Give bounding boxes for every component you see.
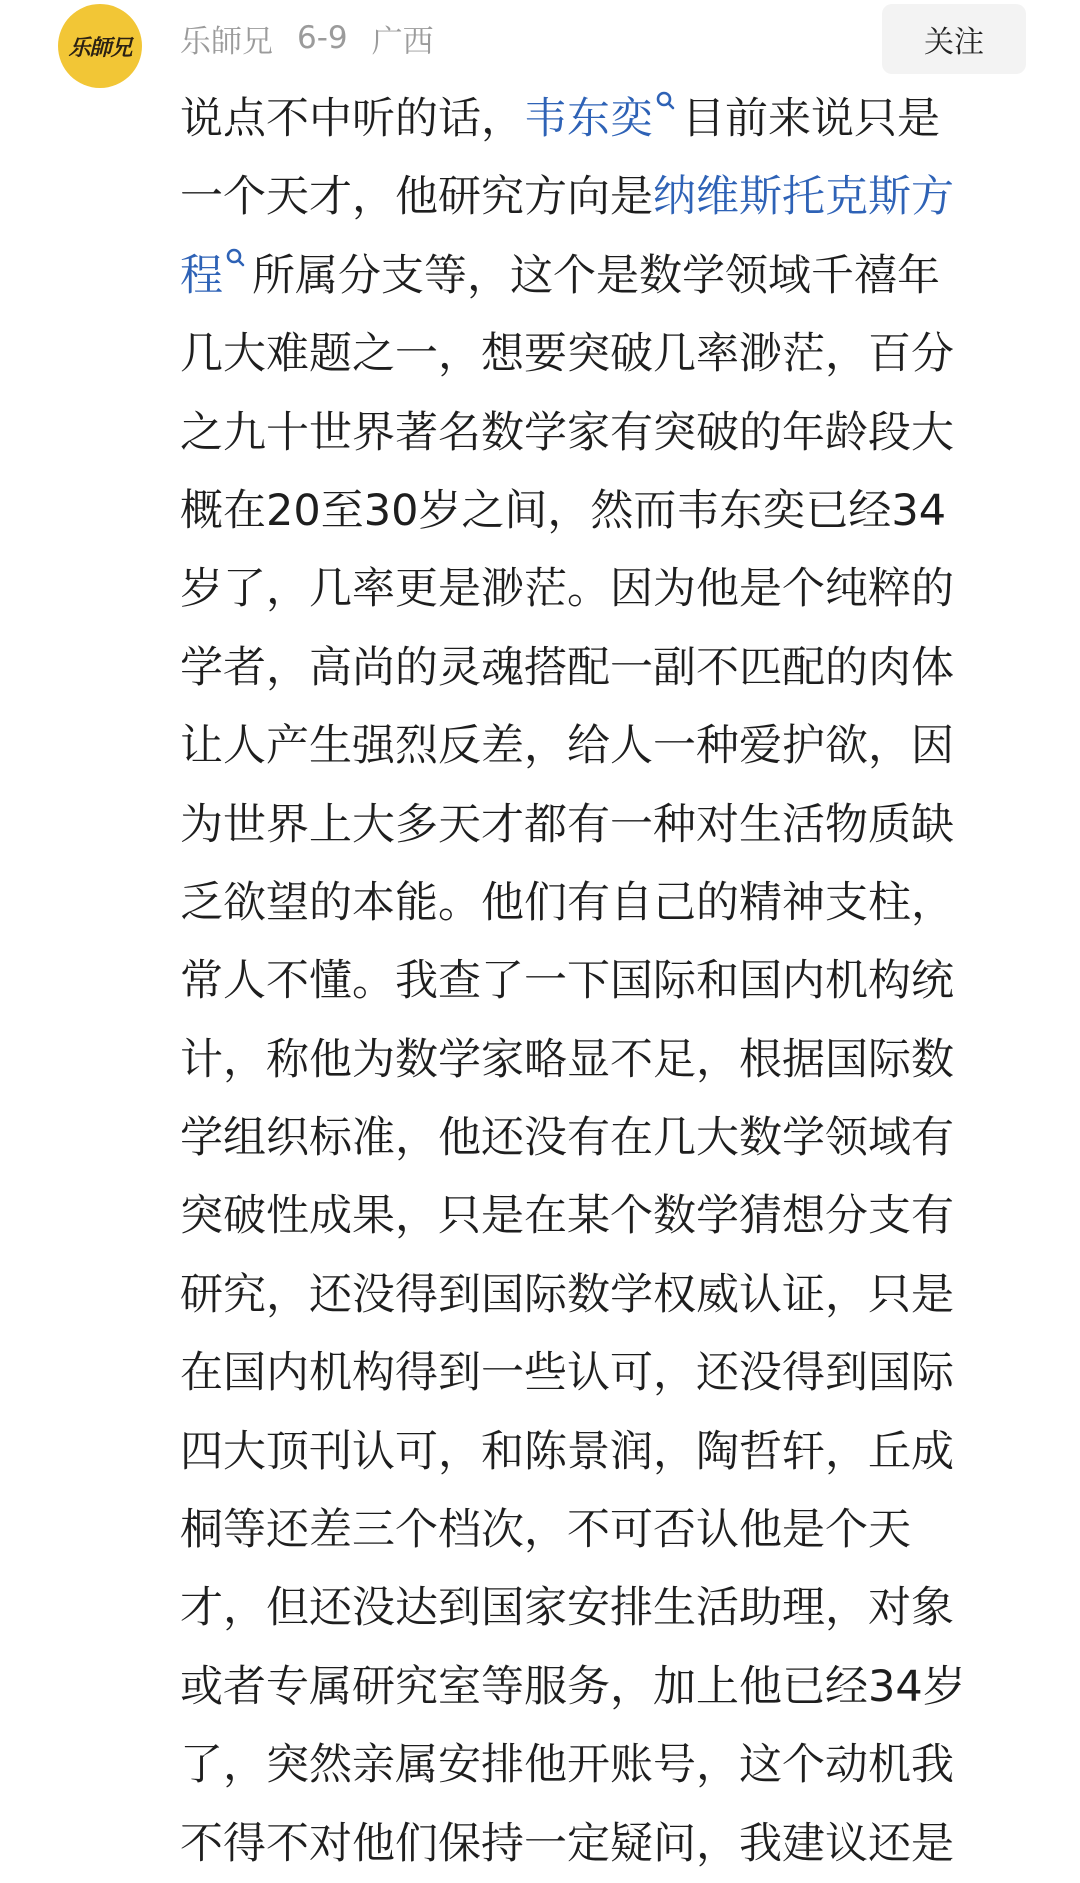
post-text: 让人产生强烈反差，给人一种爱护欲，因 xyxy=(180,721,954,772)
keyword-link[interactable]: 纳维斯托克斯方 xyxy=(653,172,954,223)
post-text-line xyxy=(180,80,1020,158)
post-text-line xyxy=(180,942,1020,1020)
post-date: 6-9 xyxy=(297,20,348,56)
search-icon[interactable] xyxy=(654,90,676,120)
post-text: 学组织标准，他还没有在几大数学领域有 xyxy=(180,1113,954,1164)
post-text: 岁了，几率更是渺茫。因为他是个纯粹的 xyxy=(180,564,954,615)
post-text-line xyxy=(180,158,1020,236)
post-text: 之九十世界著名数学家有突破的年龄段大 xyxy=(180,407,954,458)
post-text: 一个天才，他研究方向是 xyxy=(180,172,653,223)
follow-button[interactable]: 关注 xyxy=(882,4,1026,74)
post-text: 不得不对他们保持一定疑问，我建议还是 xyxy=(180,1818,954,1869)
post-text-line xyxy=(180,1099,1020,1177)
post-text: 乏欲望的本能。他们有自己的精神支柱， xyxy=(180,877,954,928)
post-location: 广西 xyxy=(371,23,434,60)
search-icon[interactable] xyxy=(224,247,246,277)
post-text-line xyxy=(180,1413,1020,1491)
author-name[interactable]: 乐師兄 xyxy=(180,23,273,60)
post-text-line xyxy=(180,394,1020,472)
post-text-line xyxy=(180,237,1020,315)
post-text: 才，但还没达到国家安排生活助理，对象 xyxy=(180,1583,954,1634)
post-text: 研究，还没得到国际数学权威认证，只是 xyxy=(180,1269,954,1320)
post-text: 突破性成果，只是在某个数学猜想分支有 xyxy=(180,1191,954,1242)
post-text: 在国内机构得到一些认可，还没得到国际 xyxy=(180,1348,954,1399)
post-text: 计，称他为数学家略显不足，根据国际数 xyxy=(180,1034,954,1085)
post-text-line xyxy=(180,1805,1020,1883)
post-text: 桐等还差三个档次，不可否认他是个天 xyxy=(180,1505,911,1556)
post-text: 几大难题之一，想要突破几率渺茫，百分 xyxy=(180,329,954,380)
post-text-line xyxy=(180,1177,1020,1255)
post-text: 为世界上大多天才都有一种对生活物质缺 xyxy=(180,799,954,850)
post-text: 概在20至30岁之间，然而韦东奕已经34 xyxy=(180,485,947,536)
avatar-logo-text: 乐師兄 xyxy=(68,34,132,61)
keyword-link[interactable]: 程 xyxy=(180,250,223,301)
post-text-line xyxy=(180,629,1020,707)
post-text: 所属分支等，这个是数学领域千禧年 xyxy=(252,250,940,301)
post-text: 或者专属研究室等服务，加上他已经34岁 xyxy=(180,1661,966,1712)
post-text: 四大顶刊认可，和陈景润，陶哲轩，丘成 xyxy=(180,1426,954,1477)
post-text: 了，突然亲属安排他开账号，这个动机我 xyxy=(180,1740,954,1791)
post-text: 说点不中听的话， xyxy=(180,94,524,144)
post-text: 常人不懂。我查了一下国际和国内机构统 xyxy=(180,956,954,1007)
post-text-line xyxy=(180,1491,1020,1569)
post-text-line xyxy=(180,786,1020,864)
post-text-line xyxy=(180,1726,1020,1804)
post-text-line xyxy=(180,1021,1020,1099)
post-body xyxy=(180,80,1020,1883)
post-text: 目前来说只是 xyxy=(682,94,940,144)
post-text-line xyxy=(180,707,1020,785)
post-text-line xyxy=(180,864,1020,942)
post-text-line xyxy=(180,550,1020,628)
post-text-line xyxy=(180,1569,1020,1647)
post-text-line xyxy=(180,472,1020,550)
post-text-line xyxy=(180,1256,1020,1334)
post-text-line xyxy=(180,1334,1020,1412)
post-text: 学者，高尚的灵魂搭配一副不匹配的肉体 xyxy=(180,642,954,693)
post-text-line xyxy=(180,1648,1020,1726)
post-meta xyxy=(180,16,434,60)
post-text-line xyxy=(180,315,1020,393)
keyword-link[interactable]: 韦东奕 xyxy=(524,94,653,144)
avatar[interactable] xyxy=(58,4,142,88)
